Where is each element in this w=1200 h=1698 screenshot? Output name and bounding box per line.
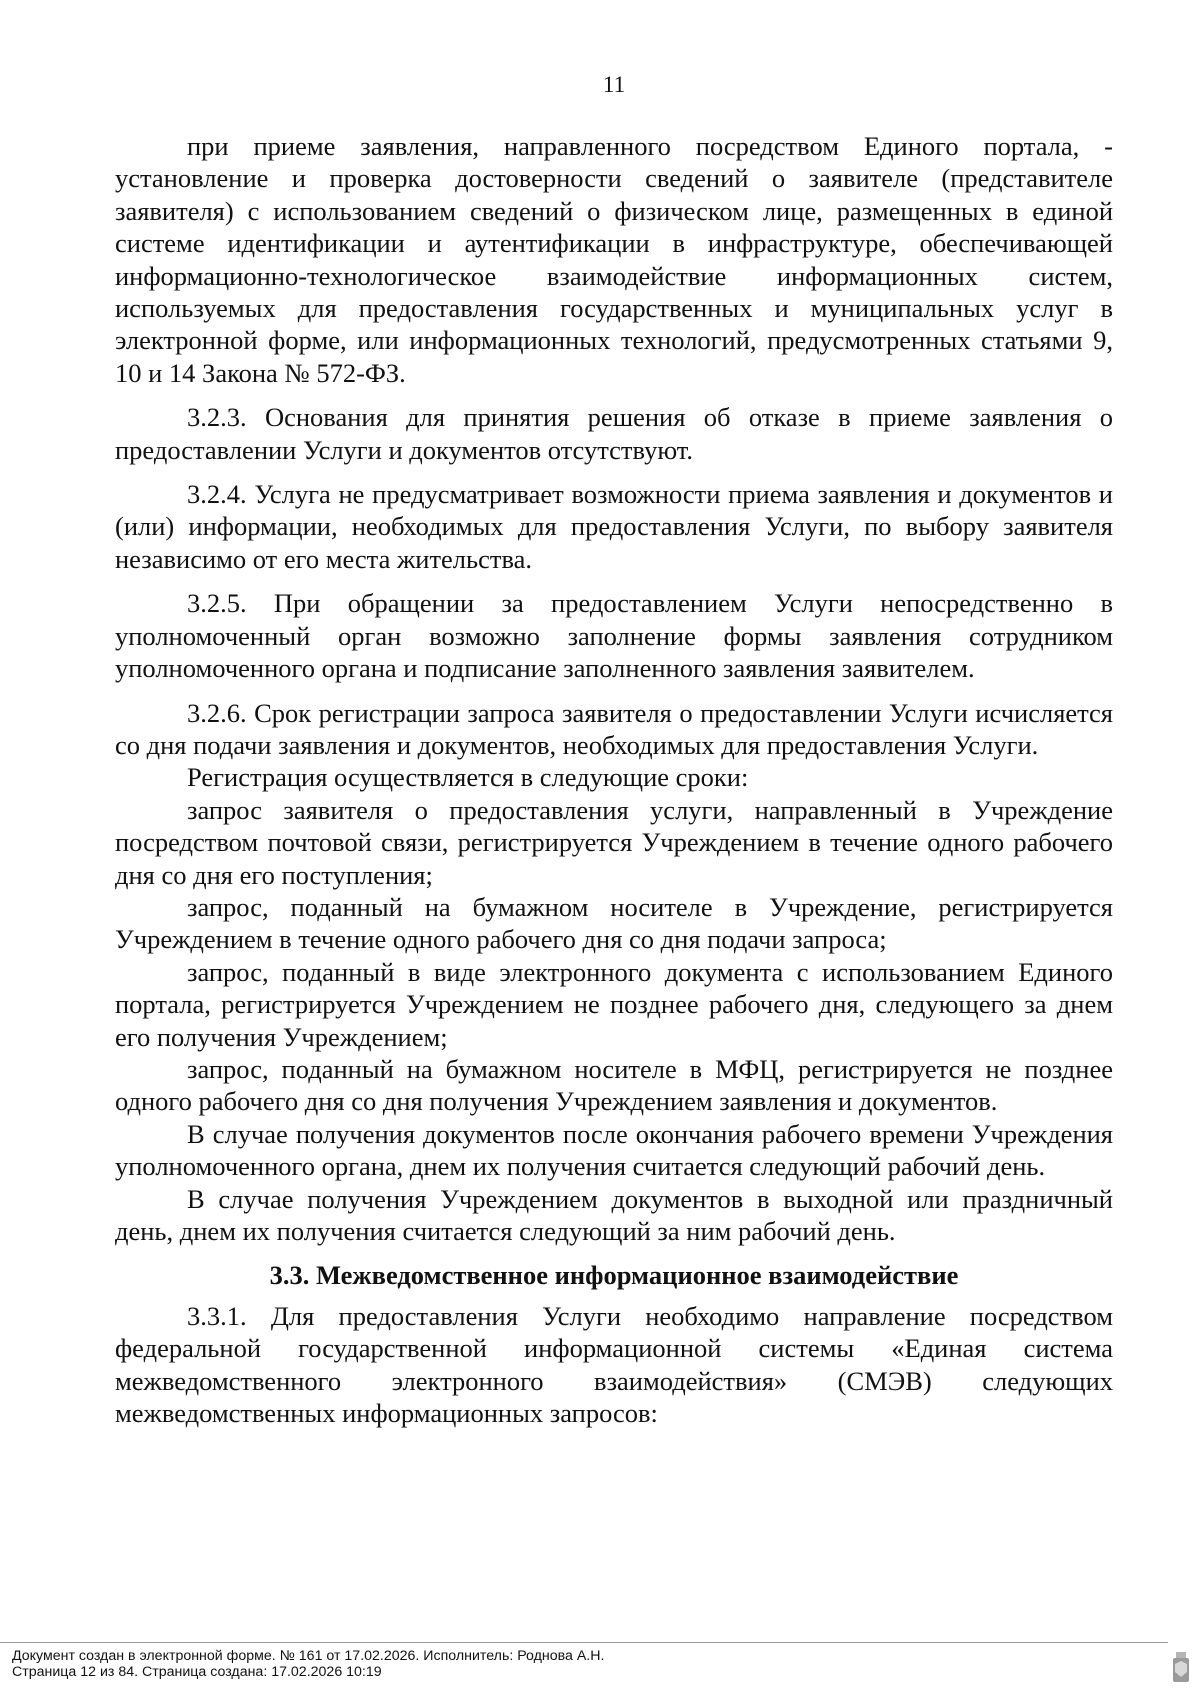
paragraph-3-2-3: 3.2.3. Основания для принятия решения об отказе в приеме заявления о предоставлении Услуги и документов отсутствуют. xyxy=(115,402,1113,465)
paragraph-electronic-request: запрос, поданный в виде электронного документа с использованием Единого портала, регистрируется Учреждением не позднее рабочего дня, следующего за днем его получения Учреждением; xyxy=(115,956,1113,1052)
section-heading: 3.3. Межведомственное информационное взаимодействие xyxy=(269,1260,959,1291)
document-footer xyxy=(12,1648,1112,1680)
paragraph-paper-request: запрос, поданный на бумажном носителе в Учреждение, регистрируется Учреждением в течение одного рабочего дня со дня подачи запроса; xyxy=(115,891,1113,955)
paragraph-postal-request: запрос заявителя о предоставления услуги, направленный в Учреждение посредством почтовой связи, регистрируется Учреждением в течение одного рабочего дня со дня его поступления; xyxy=(115,794,1113,890)
document-body xyxy=(115,130,1113,1429)
footer-page-info: Страница 12 из 84. Страница создана: 17.02.2026 10:19 xyxy=(12,1664,382,1680)
paragraph-holiday: В случае получения Учреждением документов в выходной или праздничный день, днем их получения считается следующий за ним рабочий день. xyxy=(115,1183,1113,1246)
footer-divider xyxy=(0,1642,1168,1643)
footer-document-info: Документ создан в электронной форме. № 161 от 17.02.2026. Исполнитель: Роднова А.Н. xyxy=(12,1648,605,1664)
paragraph-after-hours: В случае получения документов после окончания рабочего времени Учреждения уполномоченного органа, днем их получения считается следующий рабочий день. xyxy=(115,1118,1113,1182)
paragraph-3-2-5: 3.2.5. При обращении за предоставлением Услуги непосредственно в уполномоченный орган возможно заполнение формы заявления сотрудником уполномоченного органа и подписание заполненного заявления заявителем. xyxy=(115,588,1113,684)
paragraph-registration-terms: Регистрация осуществляется в следующие сроки: xyxy=(187,762,749,793)
paragraph-3-2-4: 3.2.4. Услуга не предусматривает возможности приема заявления и документов и (или) информации, необходимых для предоставления Услуги, по выбору заявителя независимо от его места жительства. xyxy=(115,479,1113,574)
paragraph-identification: при приеме заявления, направленного посредством Единого портала, - установление и проверка достоверности сведений о заявителе (представителе заявителя) с использованием сведений о физическом лице, размещенных в единой системе идентификации и аутентификации в инфраструктуре, обеспечивающей информационно-технологическое взаимодействие информационных систем, используемых для предоставления государственных и муниципальных услуг в электронной форме, или информационных технологий, предусмотренных статьями 9, 10 и 14 Закона № 572-ФЗ. xyxy=(115,131,1113,388)
paragraph-3-3-1: 3.3.1. Для предоставления Услуги необходимо направление посредством федеральной государственной информационной системы «Единая система межведомственного электронного взаимодействия» (СМЭВ) следующих межведомственных информационных запросов: xyxy=(115,1300,1113,1429)
emblem-icon xyxy=(1170,1650,1192,1684)
paragraph-mfc-request: запрос, поданный на бумажном носителе в МФЦ, регистрируется не позднее одного рабочего дня со дня получения Учреждением заявления и документов. xyxy=(115,1053,1113,1117)
paragraph-3-2-6: 3.2.6. Срок регистрации запроса заявителя о предоставлении Услуги исчисляется со дня подачи заявления и документов, необходимых для предоставления Услуги. xyxy=(115,697,1113,760)
page-number: 11 xyxy=(602,72,626,97)
